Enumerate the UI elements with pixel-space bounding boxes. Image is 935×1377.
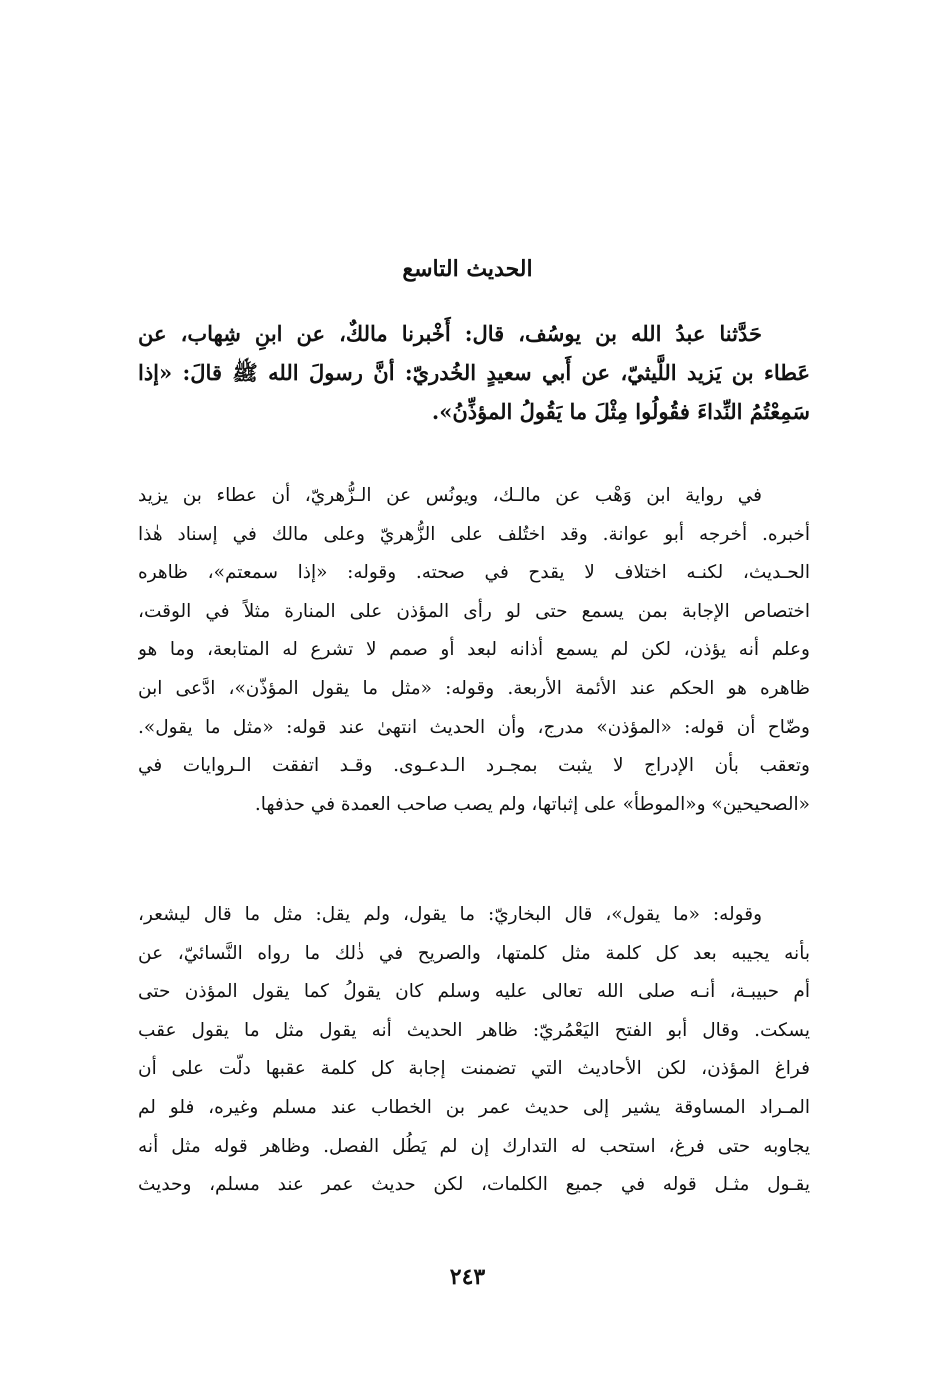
paragraph-line: وضّاح أن قوله: «المؤذن» مدرج، وأن الحديث انتهىٰ عند قوله: «مثل ما يقول». (138, 716, 810, 738)
paragraph-line: بأنه يجيبه بعد كل كلمة مثل كلمتها، والصريح في ذٰلك ما رواه النَّسائيّ، عن (138, 942, 810, 964)
paragraph-line: في رواية ابن وَهْب عن مالـك، ويونُس عن الـزُّهريّ، أن عطاء بن يزيد (138, 485, 762, 506)
hadith-line: حَدَّثنا عبدُ الله بن يوسُف، قال: أَخْبرنا مالكٌ، عن ابنِ شِهاب، عن (138, 321, 762, 346)
paragraph-line: أم حبيبـة، أنـه صلى الله تعالى عليه وسلم كان يقولُ كما يقول المؤذن حتى (138, 981, 810, 1003)
page-number: ٢٤٣ (449, 1264, 486, 1290)
paragraph-line: «الصحيحين» و«الموطأ» على إثباتها، ولم يصب صاحب العمدة في حذفها. (254, 793, 810, 815)
paragraph-line: المـراد المساوقة يشير إلى حديث عمر بن الخطاب عند مسلم وغيره، فلو لم (138, 1096, 810, 1118)
paragraph-line: يقـول مثـل قوله في جميع الكلمات، لكن حديث عمر عند مسلم، وحديث (138, 1174, 810, 1196)
commentary-paragraph-1 (138, 477, 810, 824)
hadith-line: عَطاء بن يَزيد اللَّيثيّ، عن أَبي سعيدٍ الخُدريّ: أنَّ رسولَ الله ﷺ قالَ: «إذا (138, 360, 810, 385)
paragraph-line: اختصاص الإجابة بمن يسمع حتى لو رأى المؤذن على المنارة مثلاً في الوقت، (138, 600, 810, 622)
hadith-line: سَمِعْتُمُ النِّداءَ فقُولُوا مِثْلَ ما يَقُولُ المؤذِّنُ». (431, 399, 810, 424)
commentary-paragraph-2 (138, 896, 810, 1205)
paragraph-line: وعلم أنه يؤذن، لكن لم يسمع أذانه لبعد أو صمم لا تشرع له المتابعة، وما هو (138, 639, 810, 661)
section-title: الحديث التاسع (402, 256, 533, 282)
paragraph-line: يسكت. وقال أبو الفتح اليَعْمُريّ: ظاهر الحديث أنه يقول مثل ما يقول عقب (138, 1019, 810, 1041)
paragraph-line: فراغ المؤذن، لكن الأحاديث التي تضمنت إجابة كل كلمة عقبها دلّت على أن (138, 1058, 810, 1080)
paragraph-line: يجاوبه حتى فرغ، استحب له التدارك إن لم يَطُل الفصل. وظاهر قوله مثل أنه (138, 1135, 810, 1157)
paragraph-line: وتعقب بأن الإدراج لا يثبت بمجـرد الـدعـوى. وقـد اتفقت الـروايات في (138, 755, 810, 777)
paragraph-line: أخبره. أخرجه أبو عوانة. وقد اختُلف على الزُّهريّ وعلى مالك في إسناد هٰذا (138, 523, 810, 545)
paragraph-line: الحـديث، لكنـه اختلاف لا يقدح في صحته. وقوله: «إذا سمعتم»، ظاهره (138, 562, 810, 584)
hadith-text (138, 314, 810, 431)
paragraph-line: وقوله: «ما يقول»، قال البخاريّ: ما يقول، ولم يقل: مثل ما قال ليشعر، (138, 904, 762, 925)
paragraph-line: ظاهره هو الحكم عند الأئمة الأربعة. وقوله: «مثل ما يقول المؤذّن»، ادَّعى ابن (138, 677, 810, 699)
